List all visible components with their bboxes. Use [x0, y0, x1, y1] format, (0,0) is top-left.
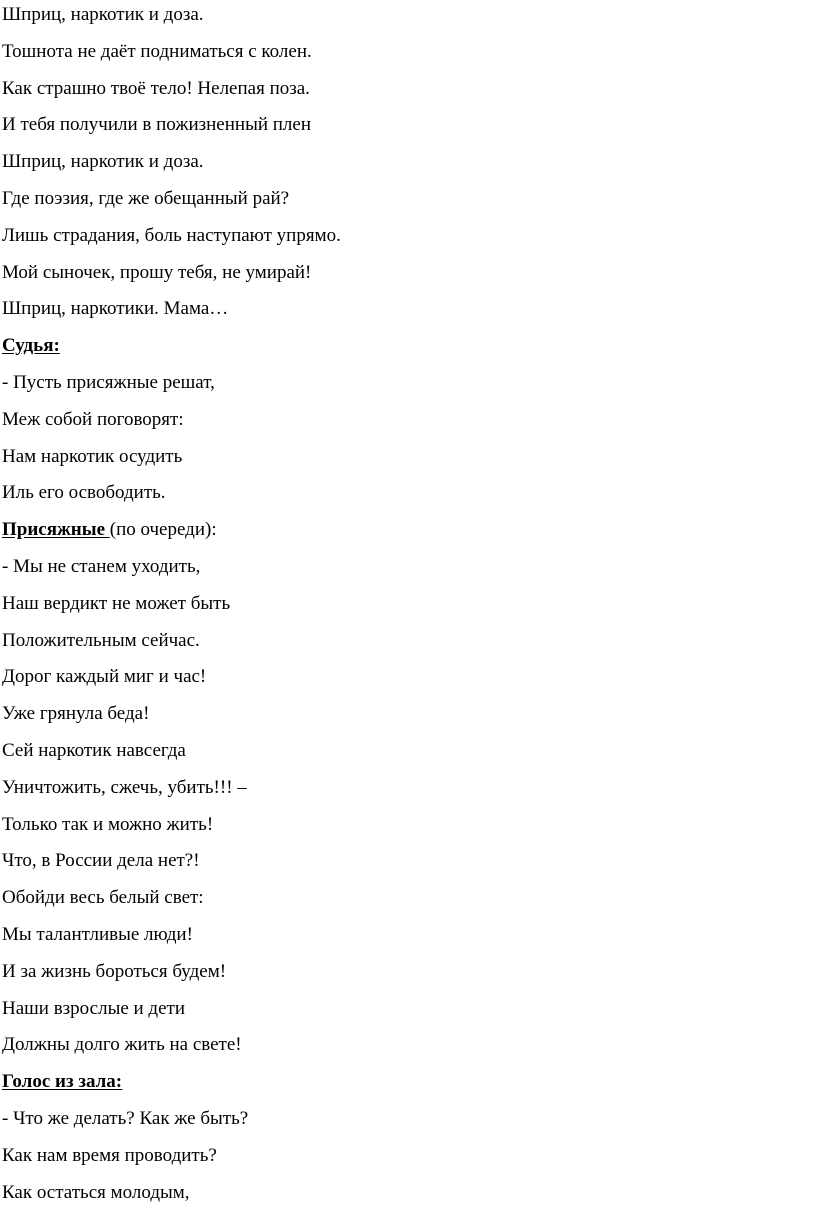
- verse-line: Уже грянула беда!: [2, 696, 341, 733]
- verse-line: Шприц, наркотик и доза.: [2, 0, 341, 34]
- verse-line: Сей наркотик навсегда: [2, 733, 341, 770]
- verse-line: Тошнота не даёт подниматься с колен.: [2, 34, 341, 71]
- speaker-name: Присяжные: [2, 519, 110, 540]
- verse-line: Что, в России дела нет?!: [2, 843, 341, 880]
- verse-line: Меж собой поговорят:: [2, 402, 341, 439]
- speaker-line: [2, 1064, 341, 1101]
- verse-line: Уничтожить, сжечь, убить!!! –: [2, 770, 341, 807]
- verse-line: Как остаться молодым,: [2, 1175, 341, 1211]
- verse-line: Иль его освободить.: [2, 475, 341, 512]
- verse-line: Как нам время проводить?: [2, 1138, 341, 1175]
- verse-line: Мы талантливые люди!: [2, 917, 341, 954]
- verse-line: Лишь страдания, боль наступают упрямо.: [2, 218, 341, 255]
- verse-line: Шприц, наркотики. Мама…: [2, 291, 341, 328]
- verse-line: Нам наркотик осудить: [2, 439, 341, 476]
- verse-line: Мой сыночек, прошу тебя, не умирай!: [2, 255, 341, 292]
- verse-line: Наш вердикт не может быть: [2, 586, 341, 623]
- verse-line: И за жизнь бороться будем!: [2, 954, 341, 991]
- verse-line: Наши взрослые и дети: [2, 991, 341, 1028]
- verse-line: - Пусть присяжные решат,: [2, 365, 341, 402]
- verse-line: И тебя получили в пожизненный плен: [2, 107, 341, 144]
- verse-line: Дорог каждый миг и час!: [2, 659, 341, 696]
- verse-line: Положительным сейчас.: [2, 623, 341, 660]
- verse-line: Должны долго жить на свете!: [2, 1027, 341, 1064]
- speaker-name: Голос из зала:: [2, 1071, 122, 1092]
- verse-line: Как страшно твоё тело! Нелепая поза.: [2, 71, 341, 108]
- verse-line: Шприц, наркотик и доза.: [2, 144, 341, 181]
- speaker-name: Судья:: [2, 335, 60, 356]
- speaker-line: [2, 512, 341, 549]
- stage-direction: (по очереди):: [110, 519, 217, 540]
- text-lines: [2, 0, 341, 1211]
- verse-line: Где поэзия, где же обещанный рай?: [2, 181, 341, 218]
- verse-line: - Мы не станем уходить,: [2, 549, 341, 586]
- verse-line: Только так и можно жить!: [2, 807, 341, 844]
- speaker-line: [2, 328, 341, 365]
- verse-line: Обойди весь белый свет:: [2, 880, 341, 917]
- verse-line: - Что же делать? Как же быть?: [2, 1101, 341, 1138]
